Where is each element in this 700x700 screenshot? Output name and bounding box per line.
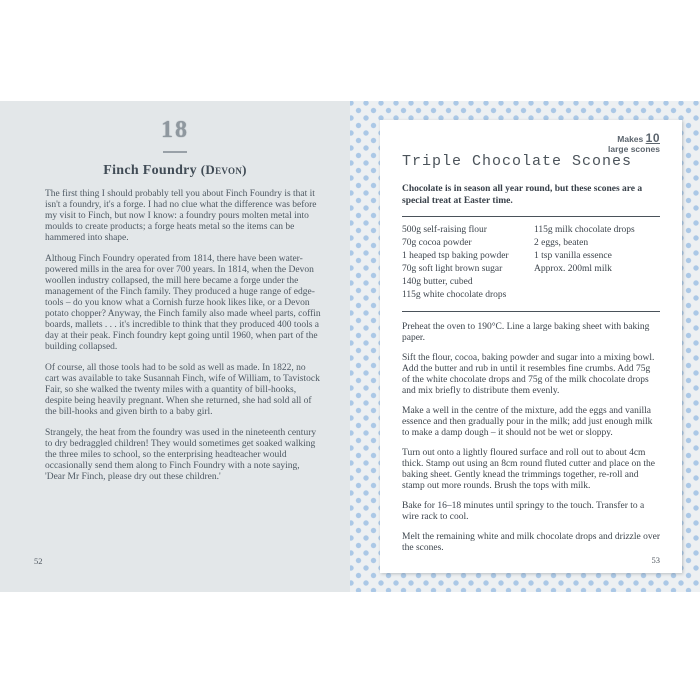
chapter-divider-rule [163, 151, 187, 153]
ingredients-top-rule [402, 216, 660, 217]
makes-badge [608, 133, 660, 154]
recipe-card [380, 120, 682, 573]
ingredients-column-2 [534, 224, 660, 302]
ingredient-item: 500g self-raising flour [402, 225, 487, 235]
ingredient-item: 1 tsp vanilla essence [534, 251, 612, 261]
ingredient-item: 140g butter, cubed [402, 277, 473, 287]
ingredient-item: 115g white chocolate drops [402, 290, 507, 300]
ingredients-column-1 [402, 224, 534, 302]
ingredient-item: Approx. 200ml milk [534, 264, 612, 274]
method-step: Melt the remaining white and milk chocolate drops and drizzle over the scones. [402, 532, 660, 553]
method-step: Turn out onto a lightly floured surface and roll out to about 4cm thick. Stamp out using an 8cm round fluted cutter and place on the baking sheet. Gently knead the trimmings together, re-roll and stamp out more rounds. Brush the tops with milk. [402, 448, 656, 491]
method-step: Sift the flour, cocoa, baking powder and sugar into a mixing bowl. Add the butter and rub in until it resembles fine crumbs. Add 75g of the white chocolate drops and 75g of the milk chocolate drops and mix briefly to distribute them evenly. [402, 353, 655, 396]
page-number-right: 53 [651, 555, 660, 565]
chapter-title [0, 162, 350, 179]
makes-label: Makes [617, 134, 644, 144]
chapter-paragraph: Althoug Finch Foundry operated from 1814, there have been water-powered mills in the area for over 700 years. In 1814, when the Devon woollen industry collapsed, the mill here became a forge under the management of the Finch family. They produced a huge range of edge-tools – do you know what a Cornish furze hook likes like, or a Devon potato chopper? Anyway, the Finch family also made wheel parts, coffin boards, mallets . . . it's incredible to think that they produced 400 tools a day at their peak. Finch foundry kept going until 1960, when part of the building collapsed. [45, 254, 321, 352]
page-number-left: 52 [34, 556, 43, 566]
makes-unit: large scones [608, 144, 660, 154]
chapter-paragraph: The first thing I should probably tell you about Finch Foundry is that it isn't a foundry, it's a forge. I had no clue what the difference was before my visit to Finch, but now I know: a foundry pours molten metal into moulds to create products; a forge heats metal so the items can be hammered into shape. [45, 189, 317, 243]
chapter-title-text: Finch Foundry [103, 163, 197, 178]
left-page [0, 101, 350, 592]
chapter-number: 18 [161, 117, 189, 143]
method-steps [402, 322, 660, 554]
method-step: Preheat the oven to 190°C. Line a large baking sheet with baking paper. [402, 322, 650, 343]
makes-value: 10 [645, 131, 660, 145]
chapter-paragraph: Of course, all those tools had to be sold as well as made. In 1822, no cart was available to take Susannah Finch, wife of William, to Tavistock Fair, so she walked the twenty miles with a quantity of bill-hooks, despite being heavily pregnant. When she returned, she had sold all of the bill-hooks and given birth to a baby girl. [45, 363, 320, 417]
chapter-region: (Devon) [200, 162, 247, 177]
right-page [350, 101, 700, 592]
ingredient-item: 70g soft light brown sugar [402, 264, 503, 274]
book-spread [0, 101, 700, 592]
ingredient-item: 2 eggs, beaten [534, 238, 589, 248]
chapter-body [45, 189, 322, 493]
ingredient-item: 70g cocoa powder [402, 238, 472, 248]
ingredients-bottom-rule [402, 311, 660, 312]
ingredient-item: 115g milk chocolate drops [534, 225, 635, 235]
ingredient-item: 1 heaped tsp baking powder [402, 251, 509, 261]
recipe-intro: Chocolate is in season all year round, but these scones are a special treat at Easter time. [402, 184, 643, 206]
ingredients-list [402, 224, 660, 302]
method-step: Make a well in the centre of the mixture, add the eggs and vanilla essence and then gradually pour in the milk; add just enough milk to make a damp dough – it should not be wet or sloppy. [402, 406, 653, 438]
method-step: Bake for 16–18 minutes until springy to the touch. Transfer to a wire rack to cool. [402, 501, 645, 522]
chapter-paragraph: Strangely, the heat from the foundry was used in the nineteenth century to dry bedraggled children! They would sometimes get soaked walking the three miles to school, so the enterprising headteacher would occasionally send them along to Finch Foundry with a note saying, 'Dear Mr Finch, please dry out these children.' [45, 428, 317, 482]
recipe-title: Triple Chocolate Scones [402, 153, 633, 170]
